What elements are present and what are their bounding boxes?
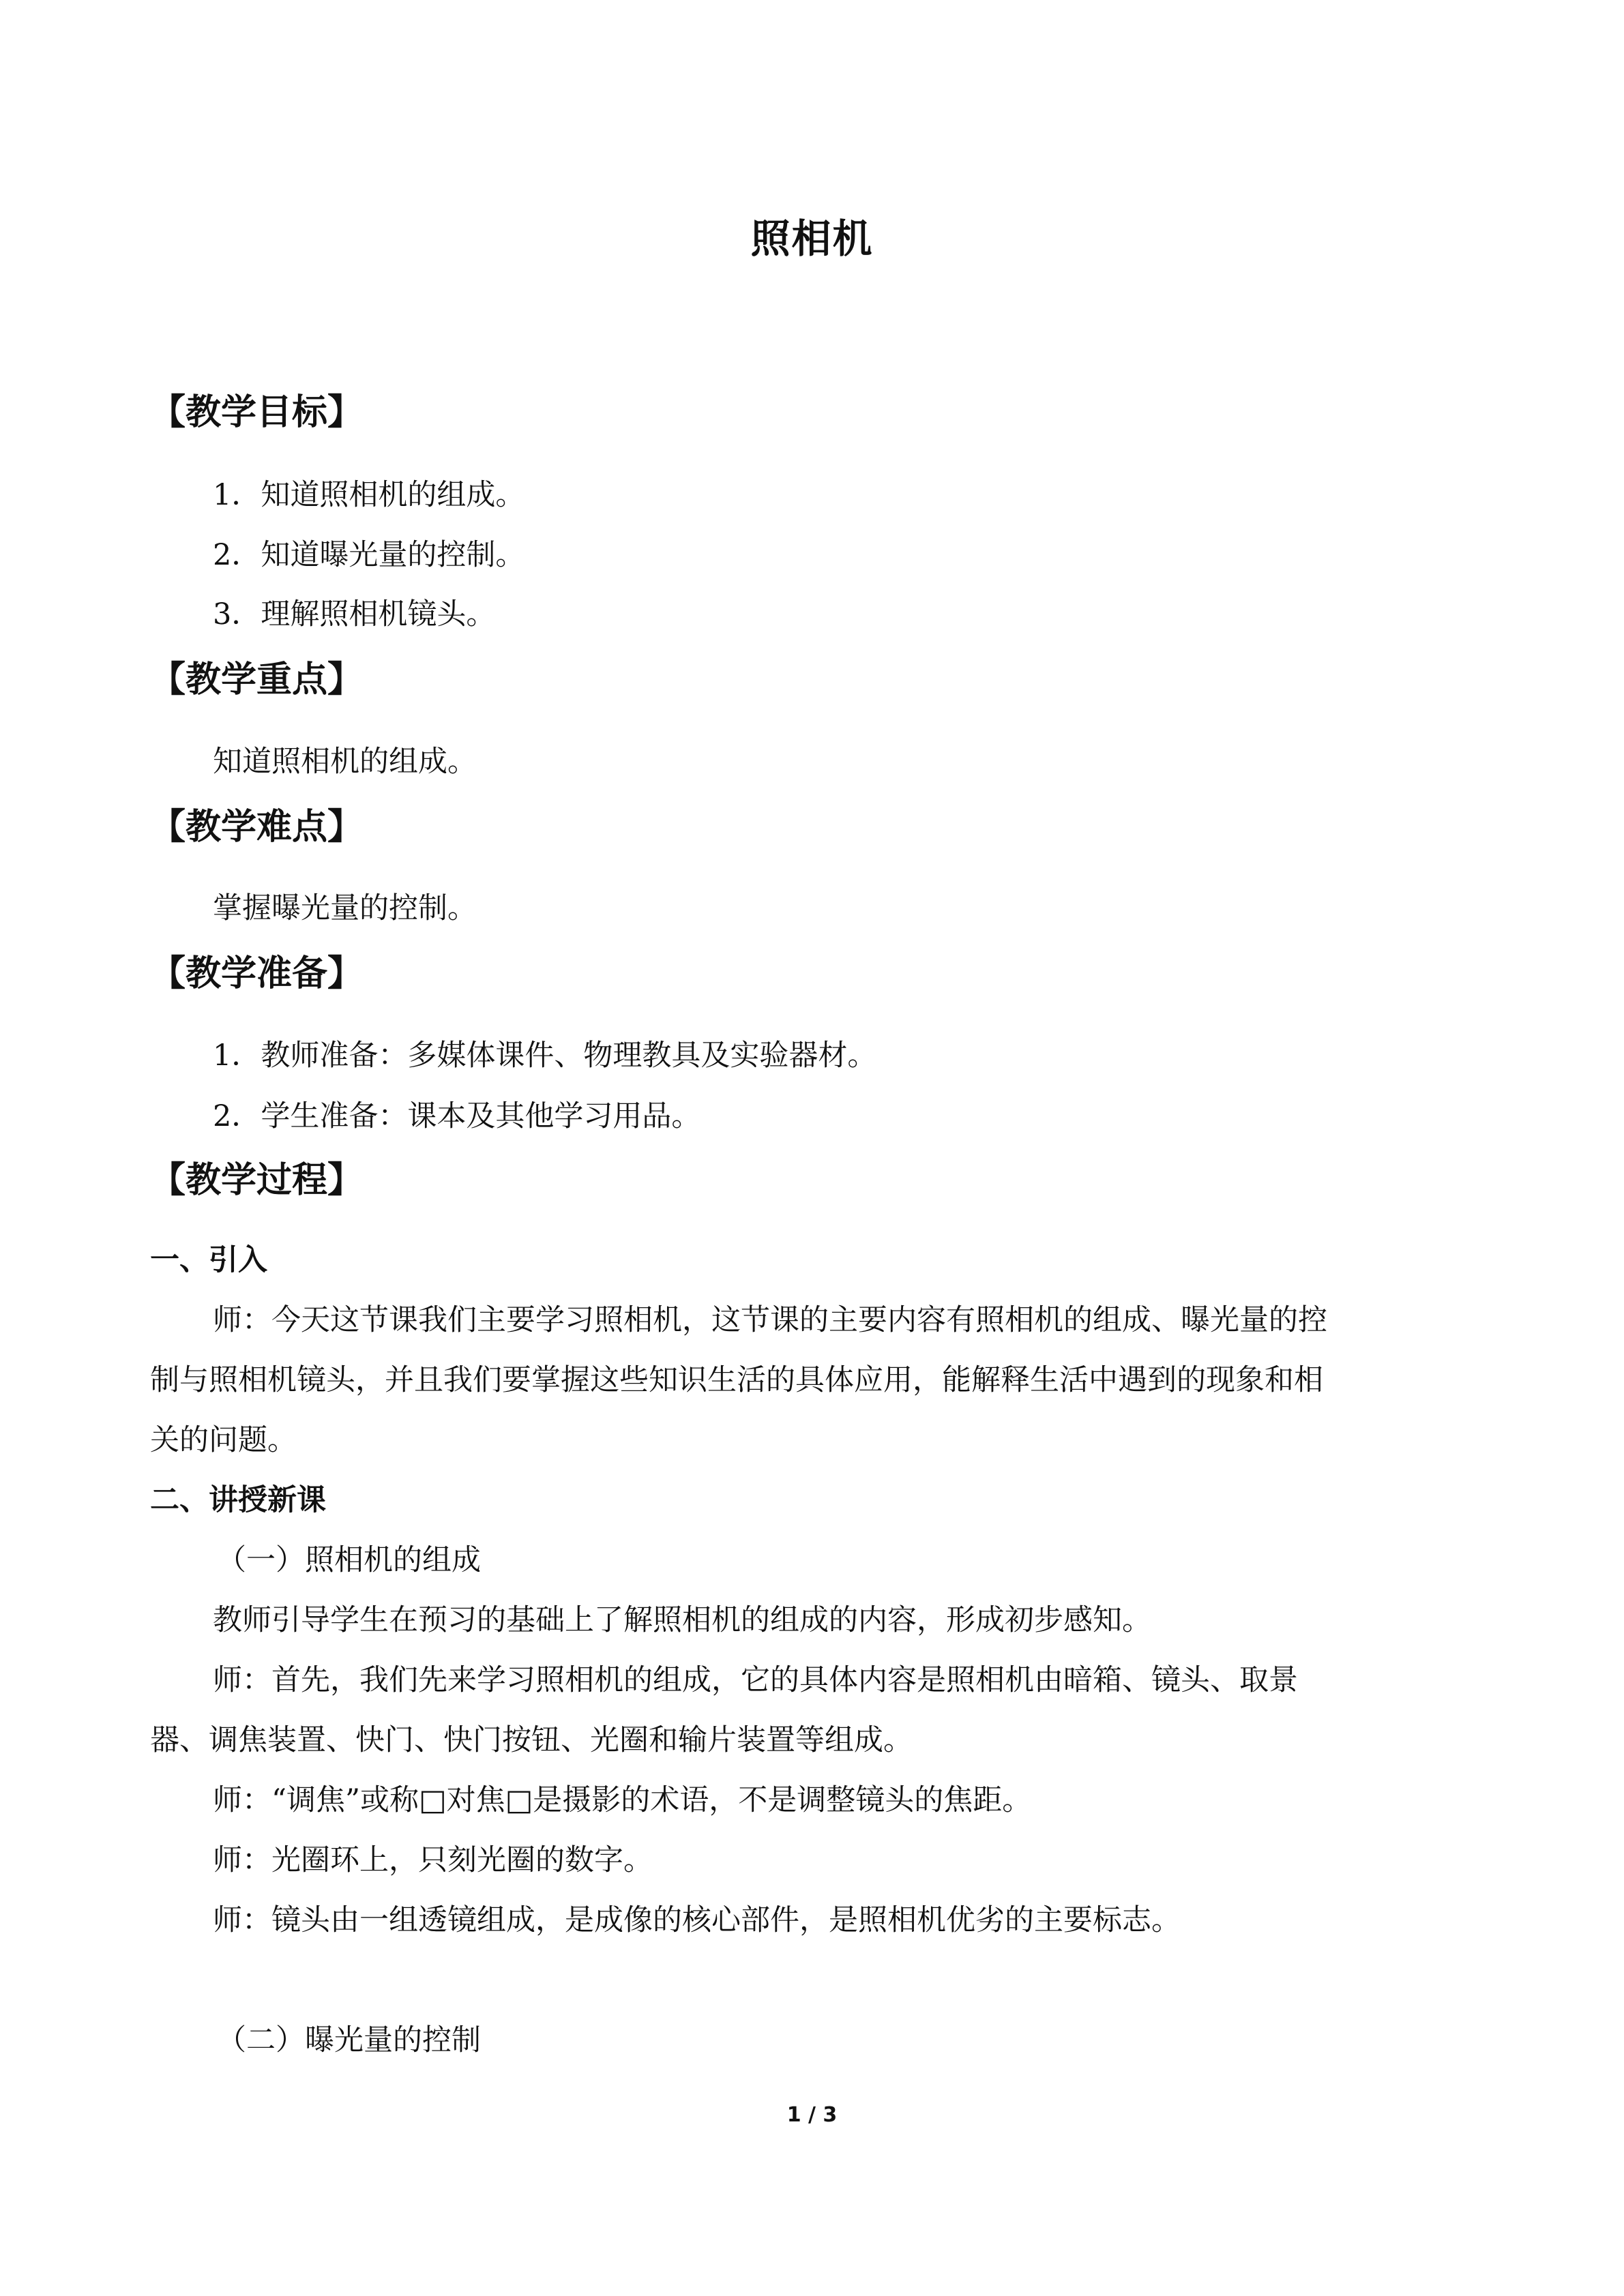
paragraph: 师：镜头由一组透镜组成，是成像的核心部件，是照相机优劣的主要标志。 bbox=[213, 1903, 1181, 1937]
paragraph: 师：“调焦”或称□对焦□是摄影的术语，不是调整镜头的焦距。 bbox=[213, 1783, 1032, 1817]
objective-item: 1．知道照相机的组成。 bbox=[213, 478, 525, 512]
difficulty-heading: 【教学难点】 bbox=[150, 807, 364, 848]
paragraph-line: 器、调焦装置、快门、快门按钮、光圈和输片装置等组成。 bbox=[150, 1723, 913, 1757]
intro-line: 关的问题。 bbox=[150, 1423, 297, 1457]
page-title: 照相机 bbox=[750, 215, 874, 262]
key-points-text: 知道照相机的组成。 bbox=[213, 745, 477, 779]
paragraph-line: 师：首先，我们先来学习照相机的组成，它的具体内容是照相机由暗箱、镜头、取景 bbox=[213, 1663, 1298, 1697]
subsection-heading: （一）照相机的组成 bbox=[217, 1543, 481, 1577]
paragraph: 师：光圈环上，只刻光圈的数字。 bbox=[213, 1843, 653, 1877]
preparation-heading: 【教学准备】 bbox=[150, 953, 364, 994]
key-points-heading: 【教学重点】 bbox=[150, 659, 364, 700]
intro-line: 师：今天这节课我们主要学习照相机，这节课的主要内容有照相机的组成、曝光量的控 bbox=[213, 1303, 1327, 1337]
preparation-item: 2．学生准备：课本及其他学习用品。 bbox=[213, 1099, 701, 1133]
objective-item: 2．知道曝光量的控制。 bbox=[213, 538, 525, 572]
intro-line: 制与照相机镜头，并且我们要掌握这些知识生活的具体应用，能解释生活中遇到的现象和相 bbox=[150, 1363, 1323, 1397]
new-lesson-heading: 二、讲授新课 bbox=[150, 1483, 326, 1517]
page-number: 1 / 3 bbox=[786, 2103, 838, 2127]
preparation-item: 1．教师准备：多媒体课件、物理教具及实验器材。 bbox=[213, 1039, 877, 1073]
paragraph: 教师引导学生在预习的基础上了解照相机的组成的内容，形成初步感知。 bbox=[213, 1603, 1151, 1637]
objective-item: 3．理解照相机镜头。 bbox=[213, 597, 496, 631]
process-heading: 【教学过程】 bbox=[150, 1160, 364, 1201]
subsection-heading: （二）曝光量的控制 bbox=[217, 2023, 481, 2057]
intro-heading: 一、引入 bbox=[150, 1243, 267, 1277]
objectives-heading: 【教学目标】 bbox=[150, 392, 364, 433]
difficulty-text: 掌握曝光量的控制。 bbox=[213, 891, 477, 925]
